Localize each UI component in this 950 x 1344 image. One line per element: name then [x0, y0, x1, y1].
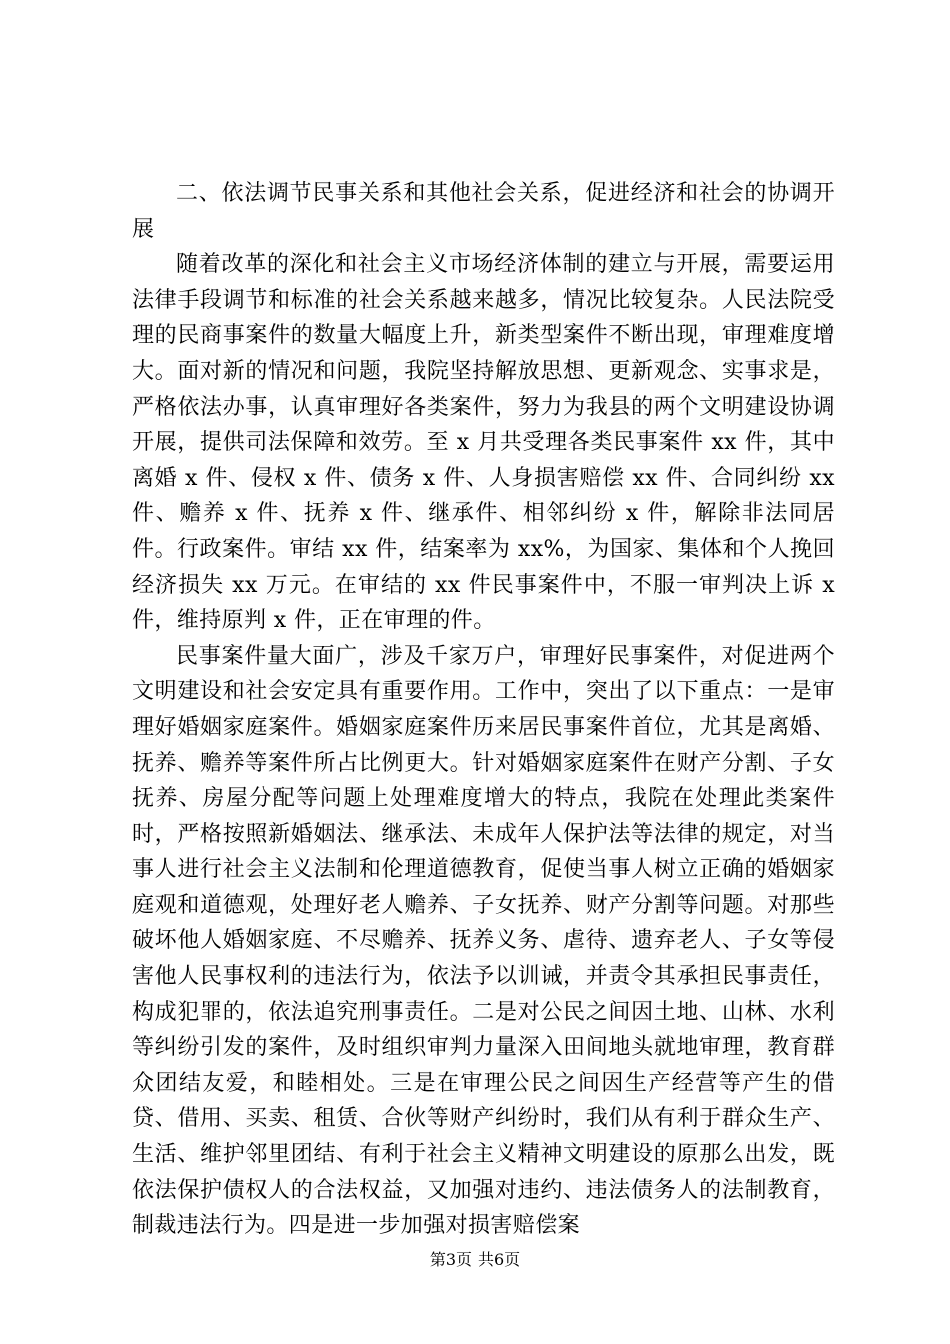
paragraph-civil-cases-focus: 民事案件量大面广，涉及千家万户，审理好民事案件，对促进两个文明建设和社会安定具有重要作用。工作中，突出了以下重点：一是审理好婚姻家庭案件。婚姻家庭案件历来居民事案件首位，尤其是离婚、抚养、赡养等案件所占比例更大。针对婚姻家庭案件在财产分割、子女抚养、房屋分配等问题上处理难度增大的特点，我院在处理此类案件时，严格按照新婚姻法、继承法、未成年人保护法等法律的规定，对当事人进行社会主义法制和伦理道德教育，促使当事人树立正确的婚姻家庭观和道德观，处理好老人赡养、子女抚养、财产分割等问题。对那些破坏他人婚姻家庭、不尽赡养、抚养义务、虐待、遗弃老人、子女等侵害他人民事权利的违法行为，依法予以训诫，并责令其承担民事责任，构成犯罪的，依法追究刑事责任。二是对公民之间因土地、山林、水利等纠纷引发的案件，及时组织审判力量深入田间地头就地审理，教育群众团结友爱，和睦相处。三是在审理公民之间因生产经营等产生的借贷、借用、买卖、租赁、合伙等财产纠纷时，我们从有利于群众生产、生活、维护邻里团结、有利于社会主义精神文明建设的原那么出发，既依法保护债权人的合法权益，又加强对违约、违法债务人的法制教育，制裁违法行为。四是进一步加强对损害赔偿案	[132, 643, 835, 1239]
document-body	[132, 176, 835, 1244]
paragraph-civil-cases-overview: 随着改革的深化和社会主义市场经济体制的建立与开展，需要运用法律手段调节和标准的社会关系越来越多，情况比较复杂。人民法院受理的民商事案件的数量大幅度上升，新类型案件不断出现，审理难度增大。面对新的情况和问题，我院坚持解放思想、更新观念、实事求是，严格依法办事，认真审理好各类案件，努力为我县的两个文明建设协调开展，提供司法保障和效劳。至 x 月共受理各类民事案件 xx 件，其中离婚 x 件、侵权 x 件、债务 x 件、人身损害赔偿 xx 件、合同纠纷 xx 件、赡养 x 件、抚养 x 件、继承件、相邻纠纷 x 件，解除非法同居件。行政案件。审结 xx 件，结案率为 xx%，为国家、集体和个人挽回经济损失 xx 万元。在审结的 xx 件民事案件中，不服一审判决上诉 x 件，维持原判 x 件，正在审理的件。	[132, 252, 835, 634]
page-footer	[0, 1250, 950, 1270]
section-heading: 二、依法调节民事关系和其他社会关系，促进经济和社会的协调开展	[132, 181, 835, 242]
page-total: 共6页	[478, 1250, 521, 1269]
page-number: 第3页	[429, 1250, 472, 1269]
